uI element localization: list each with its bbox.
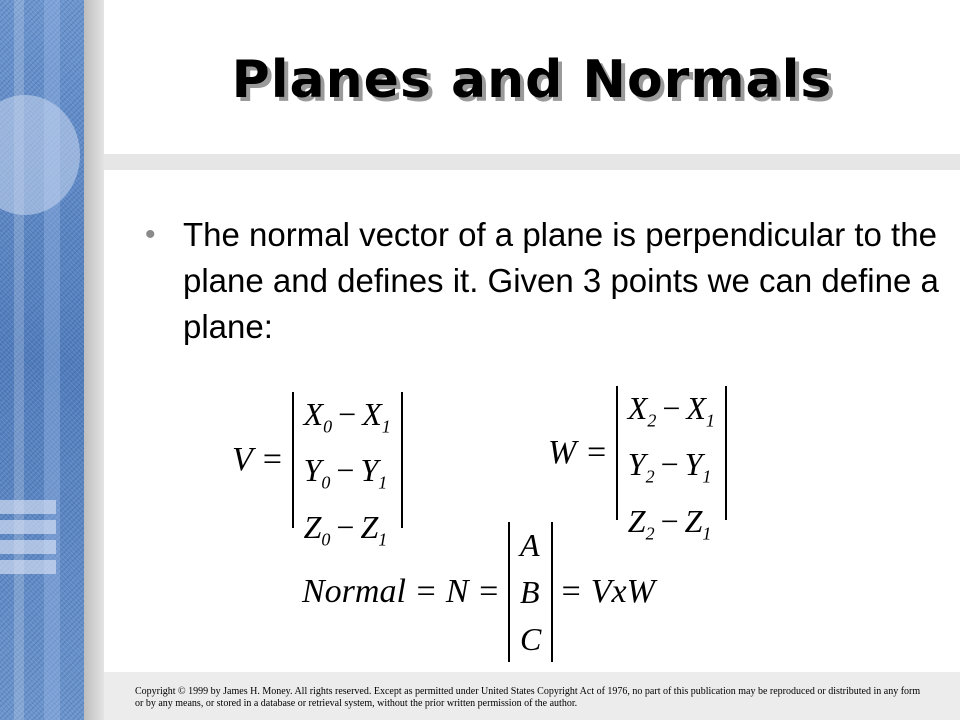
matrix-v [292, 392, 403, 550]
bullet-item [145, 212, 945, 350]
matrix-v-row-y: $Y_0 - Y_1$ [303, 452, 388, 493]
sidebar-notch [0, 520, 56, 534]
sidebar-notch [0, 560, 56, 574]
sidebar-notch [0, 540, 56, 554]
matrix-normal-row-b: B [519, 573, 540, 610]
matrix-normal-row-a: A [519, 527, 540, 564]
equation-w-lhs: W = [548, 434, 608, 471]
matrix-w-row-z: $Z_2 - Z_1$ [627, 502, 712, 544]
matrix-normal [508, 522, 553, 662]
matrix-v-row-z: $Z_0 - Z_1$ [303, 508, 388, 550]
sidebar-circle-decoration [0, 95, 80, 215]
copyright-notice: Copyright © 1999 by James H. Money. All rights reserved. Except as permitted under United States Copyright Act of 1976, no part of this publication may be reproduced or distributed in any form or by any means, or stored in a database or retrieval system, without the prior written permission of the author. [135, 686, 921, 709]
equation-w [548, 386, 727, 544]
matrix-w [616, 386, 727, 544]
equation-normal-lhs: Normal = N = [302, 573, 500, 610]
matrix-normal-row-c: C [519, 620, 542, 657]
equation-v [232, 392, 403, 550]
equation-v-lhs: V = [232, 441, 284, 478]
sidebar-shadow [84, 0, 104, 720]
bullet-marker: • [145, 218, 156, 251]
title-divider [104, 154, 960, 170]
matrix-v-row-x: $X_0 - X_1$ [303, 396, 391, 437]
matrix-w-row-y: $Y_2 - Y_1$ [627, 446, 712, 487]
slide-title: Planes and Normals [231, 50, 833, 110]
bullet-text: The normal vector of a plane is perpendicular to the plane and defines it. Given 3 points we can define a plane: [183, 216, 939, 345]
equation-normal [302, 522, 663, 662]
equation-normal-rhs: = VxW [559, 573, 655, 610]
decorative-sidebar [0, 0, 84, 720]
matrix-w-row-x: $X_2 - X_1$ [627, 390, 715, 431]
sidebar-notch [0, 500, 56, 514]
